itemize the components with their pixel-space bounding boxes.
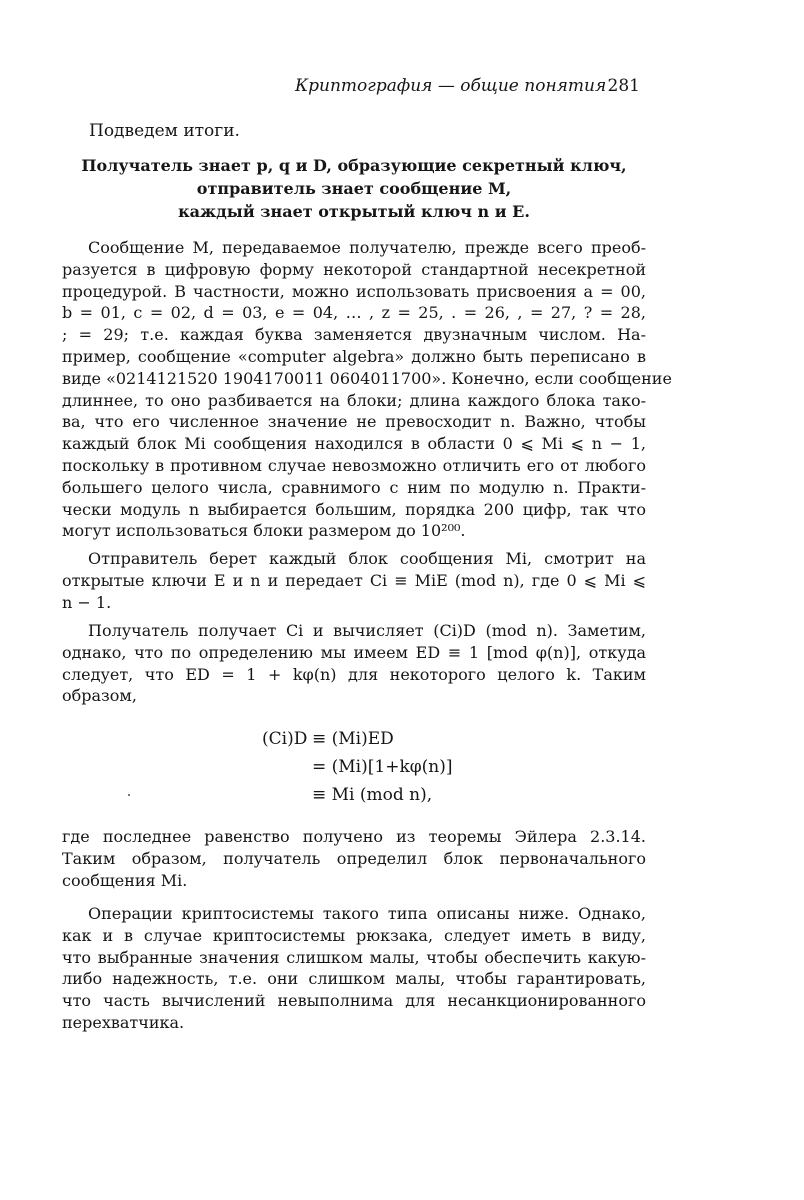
text-line: Отправитель берет каждый блок сообщения Mi, смотрит на bbox=[88, 549, 646, 568]
text-line: большего целого числа, сравнимого с ним по модулю n. Практи- bbox=[62, 477, 646, 497]
text-line: что выбранные значения слишком малы, чтобы обеспечить какую- bbox=[62, 947, 646, 967]
text-line: что часть вычислений невыполнима для несанкционированного bbox=[62, 991, 646, 1011]
paragraph-sender bbox=[62, 548, 646, 613]
text-line: образом, bbox=[62, 686, 137, 706]
scan-speck bbox=[128, 794, 130, 796]
text-line: открытые ключи E и n и передает Ci ≡ MiE (mod n), где 0 ⩽ Mi ⩽ bbox=[62, 570, 646, 590]
summary-line: каждый знает открытый ключ n и E. bbox=[178, 202, 530, 221]
paragraph-receiver bbox=[62, 620, 646, 707]
text-line: поскольку в противном случае невозможно отличить его от любого bbox=[62, 455, 646, 475]
text-line: чески модуль n выбирается большим, порядка 200 цифр, так что bbox=[62, 499, 646, 519]
equation-rhs: ≡ Mi (mod n), bbox=[312, 785, 433, 805]
paragraph-euler bbox=[62, 826, 646, 891]
paragraph-encoding bbox=[62, 237, 672, 542]
text-line: n − 1. bbox=[62, 592, 112, 612]
text-line: ва, что его численное значение не превосходит n. Важно, чтобы bbox=[62, 412, 646, 432]
text-line: Получатель получает Ci и вычисляет (Ci)D (mod n). Заметим, bbox=[88, 621, 646, 640]
text-line: длиннее, то оно разбивается на блоки; длина каждого блока тако- bbox=[62, 390, 646, 410]
summary-block bbox=[62, 154, 646, 223]
text-line: ; = 29; т.е. каждая буква заменяется двузначным числом. На- bbox=[62, 325, 646, 345]
lead-sentence: Подведем итоги. bbox=[89, 121, 240, 141]
text-line: Операции криптосистемы такого типа описаны ниже. Однако, bbox=[88, 904, 646, 923]
text-line: как и в случае криптосистемы рюкзака, следует иметь в виду, bbox=[62, 925, 646, 945]
text-line: сообщения Mi. bbox=[62, 870, 188, 890]
text-line: виде «0214121520 1904170011 0604011700». Конечно, если сообщение bbox=[62, 368, 672, 388]
text-line: перехватчика. bbox=[62, 1012, 185, 1032]
page-number: 281 bbox=[607, 76, 640, 96]
text-line: однако, что по определению мы имеем ED ≡ 1 [mod φ(n)], откуда bbox=[62, 642, 646, 662]
text-line: процедурой. В частности, можно использовать присвоения a = 00, bbox=[62, 281, 646, 301]
running-title: Криптография — общие понятия bbox=[295, 76, 607, 96]
running-header bbox=[295, 76, 640, 96]
text-line: разуется в цифровую форму некоторой стандартной несекретной bbox=[62, 259, 646, 279]
text-line: Сообщение M, передаваемое получателю, прежде всего преоб- bbox=[88, 238, 646, 257]
text-line: пример, сообщение «computer algebra» должно быть переписано в bbox=[62, 346, 646, 366]
summary-line: Получатель знает p, q и D, образующие секретный ключ, bbox=[81, 156, 627, 175]
equation-rhs: ≡ (Mi)ED bbox=[312, 729, 394, 749]
equation-lhs: (Ci)D bbox=[262, 729, 308, 749]
text-line: где последнее равенство получено из теоремы Эйлера 2.3.14. bbox=[62, 827, 646, 846]
summary-line: отправитель знает сообщение M, bbox=[196, 179, 512, 198]
text-line: b = 01, c = 02, d = 03, e = 04, … , z = 25, . = 26, , = 27, ? = 28, bbox=[62, 303, 646, 323]
equation-rhs: = (Mi)[1+kφ(n)] bbox=[312, 757, 453, 777]
text-line: Таким образом, получатель определил блок первоначального bbox=[62, 848, 646, 868]
text-line: либо надежность, т.е. они слишком малы, чтобы гарантировать, bbox=[62, 969, 646, 989]
text-line: каждый блок Mi сообщения находился в области 0 ⩽ Mi ⩽ n − 1, bbox=[62, 434, 646, 454]
text-line: следует, что ED = 1 + kφ(n) для некоторого целого k. Таким bbox=[62, 664, 646, 684]
text-line: могут использоваться блоки размером до 10²⁰⁰. bbox=[62, 521, 466, 541]
paragraph-operations bbox=[62, 903, 646, 1034]
